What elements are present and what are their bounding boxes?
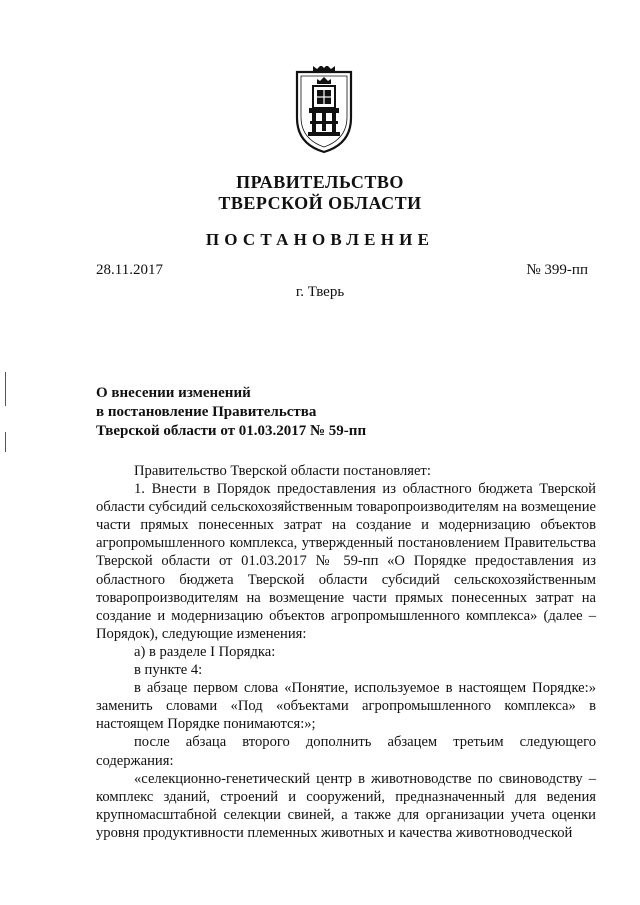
body-paragraph: в пункте 4: xyxy=(134,662,203,679)
document-date: 28.11.2017 xyxy=(96,262,163,278)
body-paragraph: Правительство Тверской области постановляет: xyxy=(134,463,431,479)
document-type: ПОСТАНОВЛЕНИЕ xyxy=(205,230,435,249)
scan-margin-mark xyxy=(5,372,6,406)
body-paragraph: «селекционно-генетический центр в животноводстве по свиноводству – комплекс зданий, строений и сооружений, предназначенный для ведения крупномасштабной селекции свиней, а также для организации учета оценки уровня продуктивности племенных животных и качества животноводческой xyxy=(96,770,596,841)
body-paragraph: 1. Внести в Порядок предоставления из областного бюджета Тверской области субсидий сельскохозяйственным товаропроизводителям на возмещение части прямых понесенных затрат на создание и модернизацию объектов агропромышленного комплекса, утвержденный постановлением Правительства Тверской области от 01.03.2017 № 59-пп «О Порядке предоставления из областного бюджета Тверской области субсидий сельскохозяйственным товаропроизводителям на возмещение части прямых понесенных затрат на создание и модернизацию объектов агропромышленного комплекса» (далее – Порядок), следующие изменения: xyxy=(96,481,596,642)
scan-margin-mark xyxy=(5,432,6,452)
body-paragraph: в абзаце первом слова «Понятие, используемое в настоящем Порядке:» заменить словами «Под «объектами агропромышленного комплекса» в настоящем Порядке понимаются:»; xyxy=(96,680,596,733)
document-city: г. Тверь xyxy=(295,284,345,300)
subject-line: в постановление Правительства xyxy=(96,404,317,420)
document-number: № 399-пп xyxy=(526,262,588,278)
document-body xyxy=(96,462,596,842)
subject-line: Тверской области от 01.03.2017 № 59-пп xyxy=(96,423,367,439)
government-title: ПРАВИТЕЛЬСТВО xyxy=(236,172,404,192)
region-title: ТВЕРСКОЙ ОБЛАСТИ xyxy=(218,193,422,213)
subject-line: О внесении изменений xyxy=(96,385,251,401)
body-paragraph: а) в разделе I Порядка: xyxy=(134,643,276,660)
body-paragraph: после абзаца второго дополнить абзацем третьим следующего содержания: xyxy=(96,734,596,769)
tver-coat-of-arms-icon xyxy=(294,66,354,154)
document-subject xyxy=(96,384,366,441)
